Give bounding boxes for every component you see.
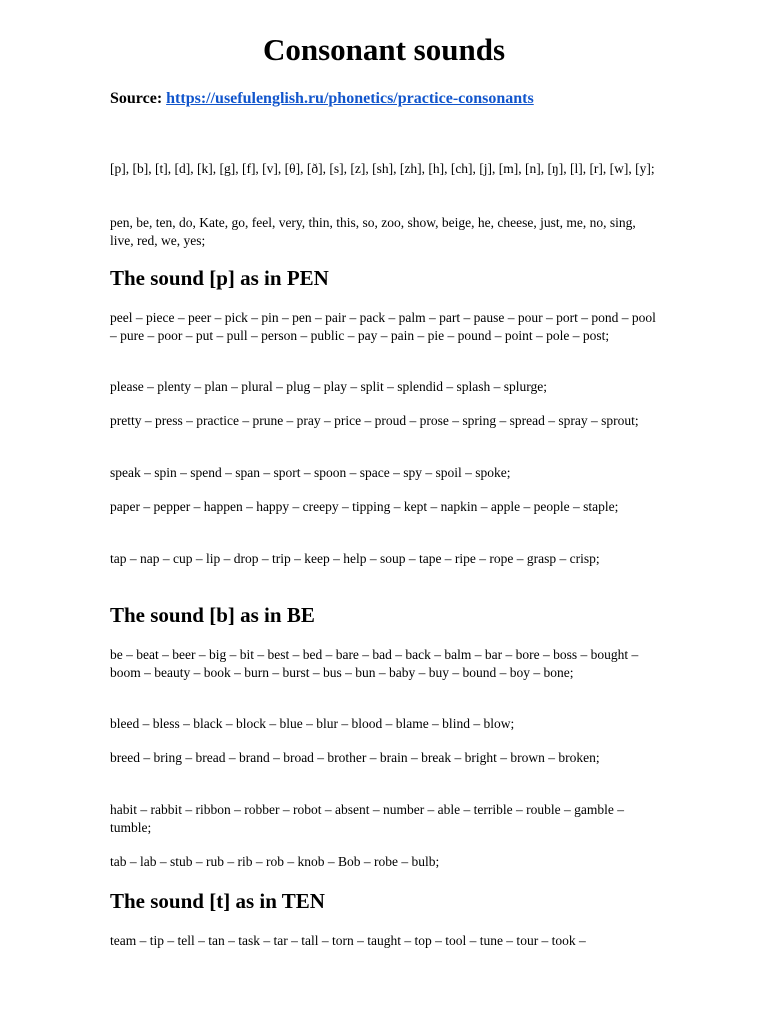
paragraph-b-1: be – beat – beer – big – bit – best – bed – bare – bad – back – balm – bar – bore – boss – bought – boom – beauty – book – burn – burst – bus – bun – baby – buy – bound – boy – bone; [110, 647, 639, 680]
section-heading-b: The sound [b] as in BE [110, 603, 315, 627]
paragraph-p-6: tap – nap – cup – lip – drop – trip – keep – help – soup – tape – ripe – rope – grasp – crisp; [110, 551, 600, 566]
paragraph-b-2: bleed – bless – black – block – blue – blur – blood – blame – blind – blow; [110, 716, 515, 731]
source-line [110, 88, 534, 110]
paragraph-b-4: habit – rabbit – ribbon – robber – robot – absent – number – able – terrible – rouble – gamble – tumble; [110, 802, 624, 835]
page-title: Consonant sounds [262, 32, 506, 67]
section-heading-p: The sound [p] as in PEN [110, 266, 329, 290]
paragraph-p-2: please – plenty – plan – plural – plug – play – split – splendid – splash – splurge; [110, 379, 547, 394]
section-heading-t: The sound [t] as in TEN [110, 889, 325, 913]
source-link[interactable]: https://usefulenglish.ru/phonetics/practice-consonants [166, 90, 534, 107]
intro-symbols: [p], [b], [t], [d], [k], [g], [f], [v], [θ], [ð], [s], [z], [sh], [zh], [h], [ch], [j], [m], [n], [ŋ], [l], [r], [w], [y]; [110, 161, 655, 176]
paragraph-p-1: peel – piece – peer – pick – pin – pen – pair – pack – palm – part – pause – pour – port – pond – pool – pure – poor – put – pull – person – public – pay – pain – pie – pound – point – pole – post; [110, 310, 656, 343]
source-label: Source: [110, 90, 163, 107]
paragraph-p-4: speak – spin – spend – span – sport – spoon – space – spy – spoil – spoke; [110, 465, 511, 480]
paragraph-p-5: paper – pepper – happen – happy – creepy – tipping – kept – napkin – apple – people – staple; [110, 499, 619, 514]
paragraph-b-3: breed – bring – bread – brand – broad – brother – brain – break – bright – brown – broken; [110, 750, 600, 765]
paragraph-t-1: team – tip – tell – tan – task – tar – tall – torn – taught – top – tool – tune – tour – took – [110, 933, 586, 948]
paragraph-b-5: tab – lab – stub – rub – rib – rob – knob – Bob – robe – bulb; [110, 854, 440, 869]
paragraph-p-3: pretty – press – practice – prune – pray – price – proud – prose – spring – spread – spray – sprout; [110, 413, 639, 428]
intro-examples: pen, be, ten, do, Kate, go, feel, very, thin, this, so, zoo, show, beige, he, cheese, just, me, no, sing, live, red, we, yes; [110, 215, 636, 248]
